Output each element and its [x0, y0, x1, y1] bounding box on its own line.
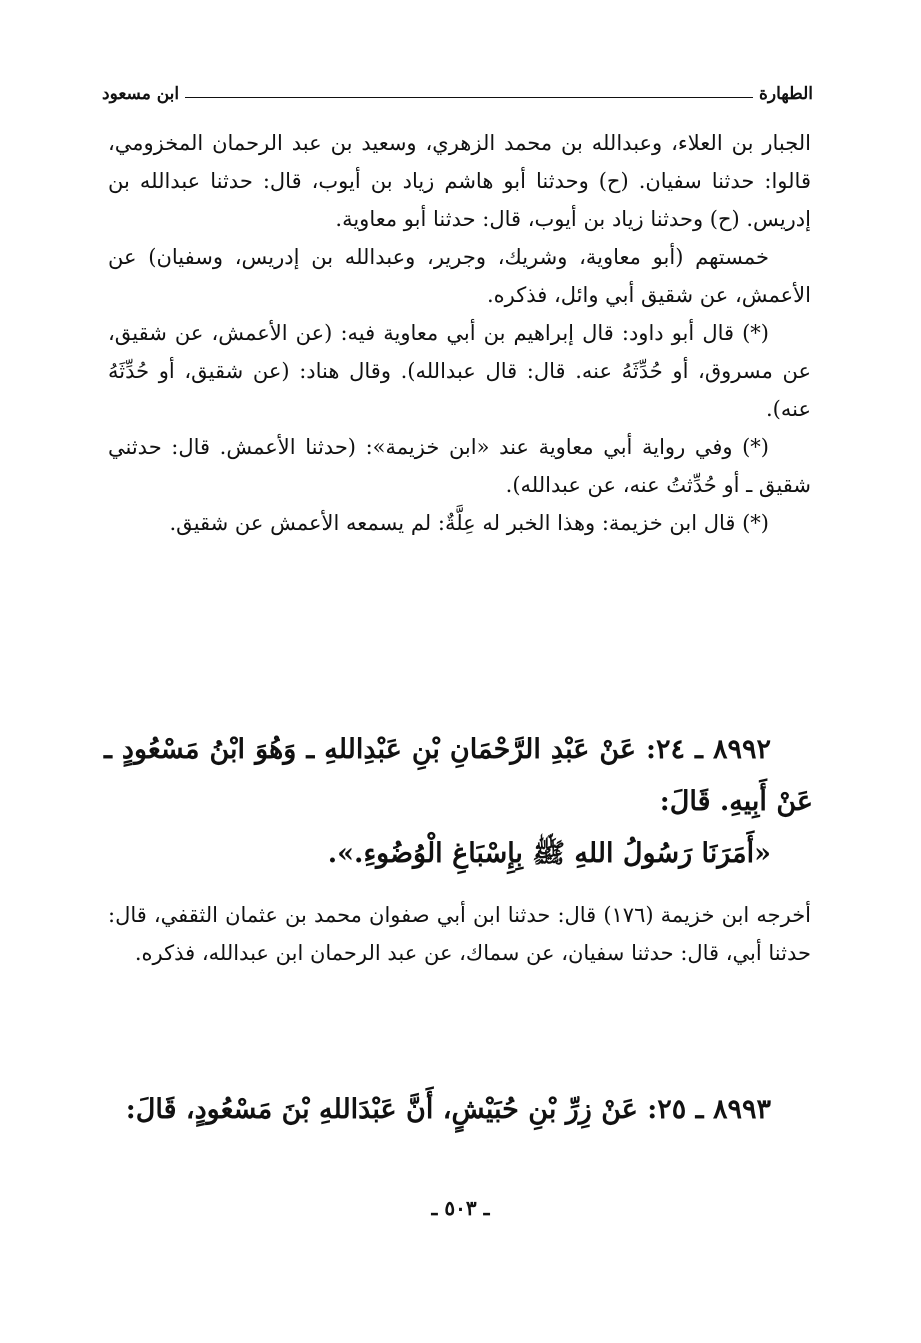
hadith-text: «أَمَرَنَا رَسُولُ اللهِ ﷺ بِإِسْبَاغِ الْوُضُوءِ.».	[327, 838, 771, 869]
running-header	[102, 78, 813, 104]
header-rule	[185, 97, 753, 98]
section-title: ابن مسعود	[102, 84, 180, 104]
hadith-heading: ٨٩٩٢ ـ ٢٤: عَنْ عَبْدِ الرَّحْمَانِ بْنِ عَبْدِاللهِ ـ وَهُوَ ابْنُ مَسْعُودٍ ـ عَنْ أَبِيهِ. قَالَ:	[104, 734, 813, 817]
hadith-8992	[104, 724, 813, 880]
takhrij-ibn-khuzayma	[108, 896, 811, 972]
note-ibn-khuzayma-illa: (*) قال ابن خزيمة: وهذا الخبر له عِلَّةٌ: لم يسمعه الأعمش عن شقيق.	[169, 511, 769, 535]
hadith-heading: ٨٩٩٣ ـ ٢٥: عَنْ زِرِّ بْنِ حُبَيْشٍ، أَنَّ عَبْدَاللهِ بْنَ مَسْعُودٍ، قَالَ:	[125, 1094, 771, 1125]
note-ibn-khuzayma-riwaya: (*) وفي رواية أبي معاوية عند «ابن خزيمة»: (حدثنا الأعمش. قال: حدثني شقيق ـ أو حُدِّثتُ عنه، عن عبدالله).	[108, 435, 811, 497]
page-number: ـ ٥٠٣ ـ	[431, 1196, 490, 1220]
paragraph-five-narrators: خمستهم (أبو معاوية، وشريك، وجرير، وعبدالله بن إدريس، وسفيان) عن الأعمش، عن شقيق أبي وائل، فذكره.	[108, 245, 811, 307]
takhrij-block	[108, 124, 811, 542]
paragraph-narrators: الجبار بن العلاء، وعبدالله بن محمد الزهري، وسعيد بن عبد الرحمان المخزومي، قالوا: حدثنا سفيان. (ح) وحدثنا أبو هاشم زياد بن أيوب، قال: حدثنا عبدالله بن إدريس. (ح) وحدثنا زياد بن أيوب، قال: حدثنا أبو معاوية.	[108, 131, 811, 231]
paragraph-takhrij: أخرجه ابن خزيمة (١٧٦) قال: حدثنا ابن أبي صفوان محمد بن عثمان الثقفي، قال: حدثنا أبي، قال: حدثنا سفيان، عن سماك، عن عبد الرحمان ابن عبدالله، فذكره.	[108, 903, 812, 965]
hadith-8993	[104, 1084, 813, 1136]
chapter-title: الطهارة	[759, 84, 813, 104]
note-abu-dawud: (*) قال أبو داود: قال إبراهيم بن أبي معاوية فيه: (عن الأعمش، عن شقيق، عن مسروق، أو حُدِّثَهُ عنه. قال: قال عبدالله). وقال هناد: (عن شقيق، أو حُدِّثَهُ عنه).	[108, 321, 811, 421]
